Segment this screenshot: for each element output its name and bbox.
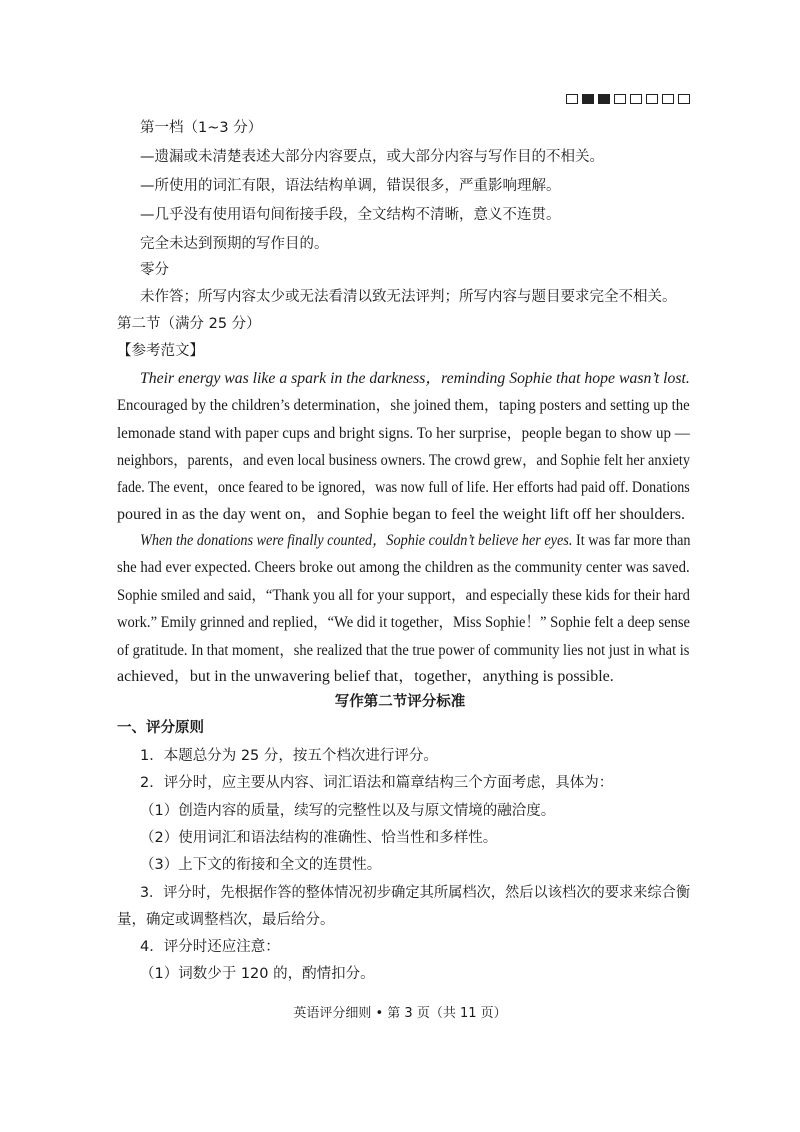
essay-para2-lead: When the donations were finally counted，Sophie couldn’t believe her eyes. (140, 532, 573, 549)
essay-line: neighbors，parents，and even local business owners. The crowd grew，and Sophie felt her anxiety (117, 452, 690, 469)
grade-item: —几乎没有使用语句间衔接手段，全文结构不清晰，意义不连贯。 (140, 207, 561, 223)
section2-heading: 第二节（满分 25 分） (117, 316, 261, 332)
essay-line: of gratitude. In that moment，she realized that the true power of community lies not just in what is (117, 642, 690, 659)
criteria-subitem: （2）使用词汇和语法结构的准确性、恰当性和多样性。 (140, 830, 498, 846)
criteria-item: 3．评分时，先根据作答的整体情况初步确定其所属档次，然后以该档次的要求来综合衡 (140, 885, 691, 901)
marker-square-empty (662, 94, 674, 104)
criteria-subitem: （3）上下文的衔接和全文的连贯性。 (140, 857, 382, 873)
essay-line: poured in as the day went on，and Sophie began to feel the weight lift off her shoulders. (117, 506, 686, 523)
criteria-principle-heading: 一、评分原则 (117, 720, 204, 736)
marker-square-filled (582, 94, 594, 104)
criteria-item: 2．评分时，应主要从内容、词汇语法和篇章结构三个方面考虑，具体为： (140, 775, 614, 791)
criteria-title: 写作第二节评分标准 (334, 694, 466, 710)
marker-square-empty (630, 94, 642, 104)
zero-heading: 零分 (140, 262, 169, 278)
marker-square-empty (566, 94, 578, 104)
marker-square-empty (678, 94, 690, 104)
criteria-subitem: （1）词数少于 120 的，酌情扣分。 (140, 966, 375, 982)
page-footer: 英语评分细则 • 第 3 页（共 11 页） (293, 1006, 507, 1021)
grade-item: 完全未达到预期的写作目的。 (140, 236, 329, 252)
criteria-subitem: （1）创造内容的质量，续写的完整性以及与原文情境的融洽度。 (140, 803, 556, 819)
criteria-item: 4．评分时还应注意： (140, 939, 280, 955)
marker-square-empty (646, 94, 658, 104)
criteria-item: 1．本题总分为 25 分，按五个档次进行评分。 (140, 748, 438, 764)
essay-line: achieved，but in the unwavering belief that，together，anything is possible. (117, 668, 614, 685)
page-marker-squares (566, 94, 690, 104)
essay-para1-lead: Their energy was like a spark in the darkness，reminding Sophie that hope wasn’t lost. (140, 370, 690, 387)
criteria-item-continued: 量，确定或调整档次，最后给分。 (117, 912, 335, 928)
grade-item: —所使用的词汇有限，语法结构单调，错误很多，严重影响理解。 (140, 178, 561, 194)
zero-text: 未作答；所写内容太少或无法看清以致无法评判；所写内容与题目要求完全不相关。 (140, 289, 677, 305)
grade-heading: 第一档（1~3 分） (140, 120, 263, 136)
essay-line: Encouraged by the children’s determination，she joined them，taping posters and setting up the (117, 397, 690, 414)
essay-line: lemonade stand with paper cups and bright signs. To her surprise，people began to show up — (117, 425, 690, 442)
essay-para2-first-line (140, 531, 690, 551)
marker-square-filled (598, 94, 610, 104)
essay-line: fade. The event，once feared to be ignored，was now full of life. Her efforts had paid off. Donations (117, 479, 690, 496)
grade-item: —遗漏或未清楚表述大部分内容要点，或大部分内容与写作目的不相关。 (140, 149, 604, 165)
essay-line: Sophie smiled and said，“Thank you all for your support，and especially these kids for their hard (117, 587, 690, 604)
sample-label: 【参考范文】 (117, 343, 204, 359)
essay-line: she had ever expected. Cheers broke out among the children as the community center was saved. (117, 559, 690, 576)
marker-square-empty (614, 94, 626, 104)
essay-line: work.” Emily grinned and replied，“We did it together，Miss Sophie！” Sophie felt a deep sense (117, 614, 691, 631)
essay-para2-lead-rest: It was far more than (572, 532, 691, 549)
